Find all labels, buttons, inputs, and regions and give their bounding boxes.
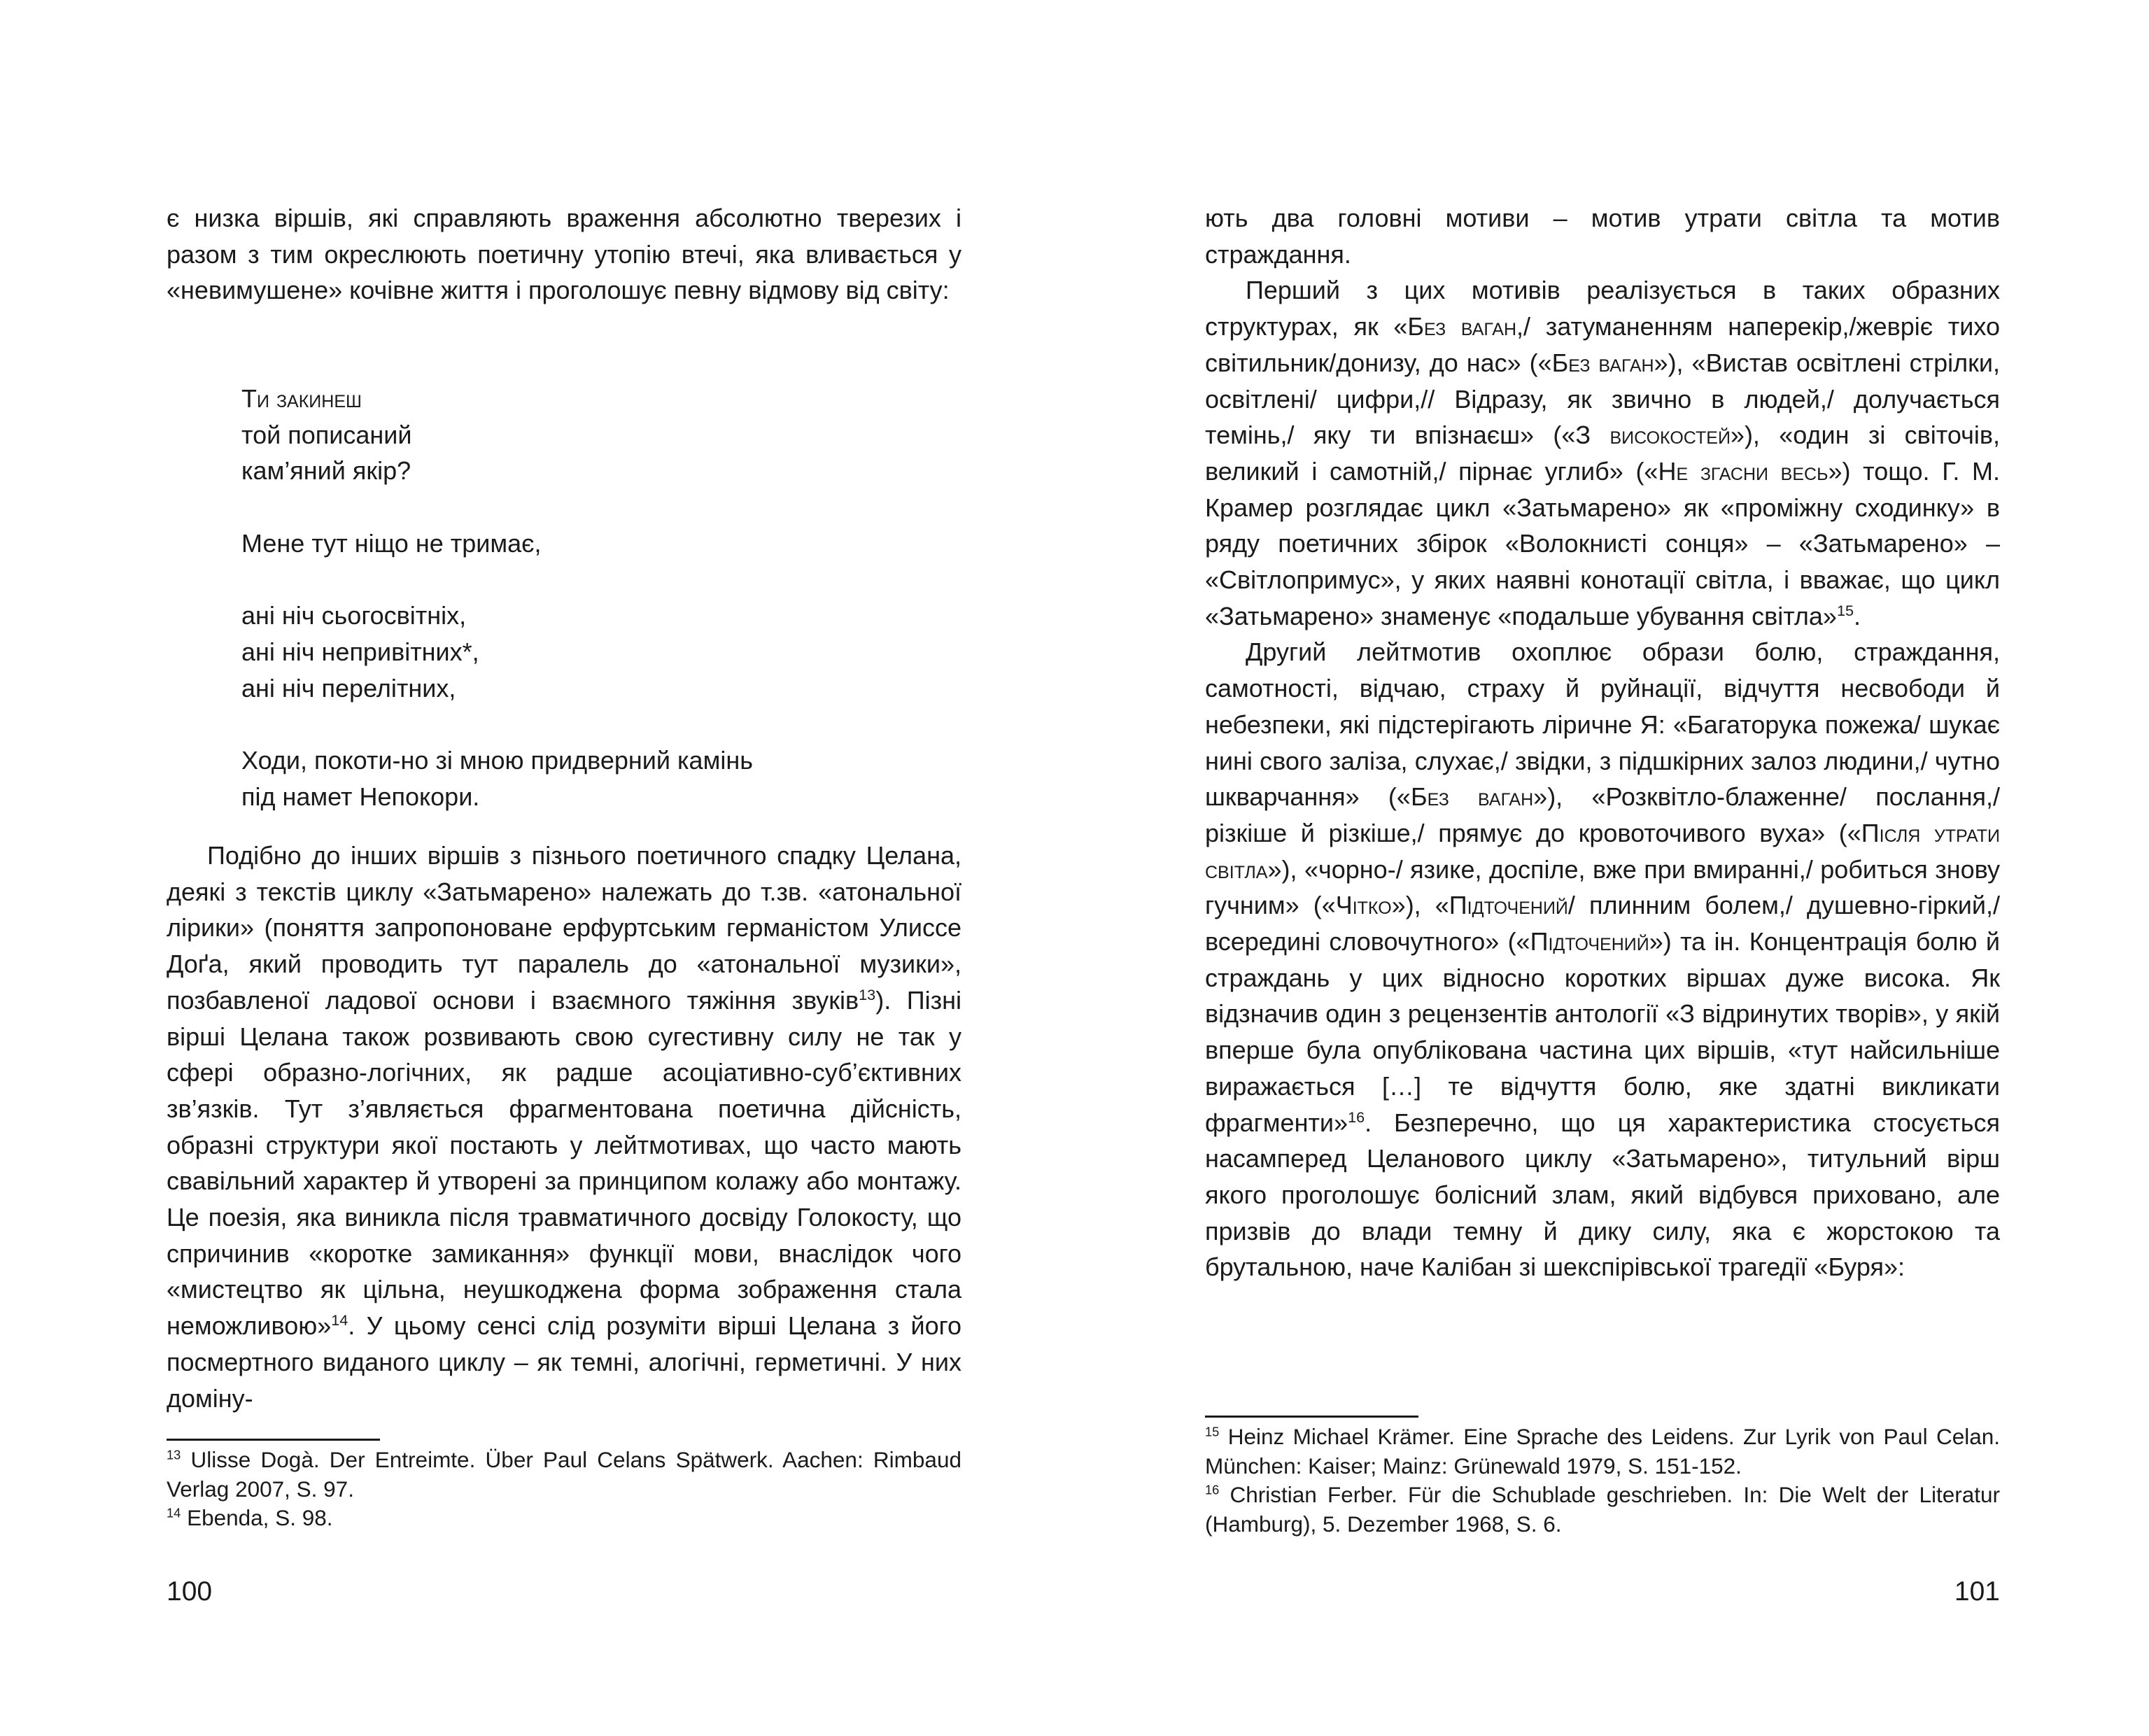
poem-stanza-2 — [241, 525, 941, 562]
page-number: 101 — [1954, 1576, 2000, 1607]
footnote-ref[interactable]: 15 — [1836, 601, 1854, 619]
footnote-divider — [1205, 1416, 1418, 1418]
footnote: $^{16}$ Christian Ferber. Für die Schublade geschrieben. In: Die Welt der Literatur (Hamburg), 5. Dezember 1968, S. 6. — [1205, 1482, 2000, 1537]
poem-line: кам’яний якір? — [241, 456, 411, 486]
paragraph: ють два головні мотиви – мотив утрати світла та мотив страждання. — [1205, 204, 2000, 269]
poem-stanza-4 — [241, 742, 941, 814]
left-intro-paragraph — [167, 200, 961, 309]
poem-line: ані ніч перелітних, — [241, 673, 456, 703]
left-footnotes — [167, 1446, 961, 1533]
left-page — [167, 0, 961, 1736]
poem-block — [241, 381, 941, 851]
poem-line: Ходи, покоти-но зі мною придверний камінь — [241, 745, 753, 775]
poem-stanza-1 — [241, 381, 941, 489]
paragraph: Подібно до інших віршів з пізнього поетичного спадку Целана, деякі з текстів циклу «Затьмарено» належать до т.зв. «атональної лірики» (поняття запропоноване ерфуртським германістом Улиссе Доґа, який проводить тут паралель до «атональної музики», позбавленої ладової основи і взаємного тяжіння звуків$^{13}$). Пізні вірші Целана також розвивають свою сугестивну силу не так у сфері образно-логічних, як радше асоціативно-суб’єктивних зв’язків. Тут з’являється фрагментована поетична дійсність, образні структури якої постають у лейтмотивах, що часто мають свавільний характер й утворені за принципом колажу або монтажу. Це поезія, яка виникла після травматичного досвіду Голокосту, що спричинив «коротке замикання» функції мови, внаслідок чого «мистецтво як цільна, неушкоджена форма зображення стала неможливою»$^{14}$. У цьому сенсі слід розуміти вірші Целана з його посмертного виданого циклу – як темні, алогічні, герметичні. У них доміну- — [167, 841, 961, 1413]
poem-line: Ти закинеш — [241, 384, 362, 413]
poem-line: той пописаний — [241, 420, 412, 449]
poem-line: ані ніч сьогосвітніх, — [241, 601, 467, 630]
poem-line: під намет Непокори. — [241, 782, 480, 811]
right-footnotes — [1205, 1423, 2000, 1539]
paragraph: Перший з цих мотивів реалізується в таких образних структурах, як «Без ваган,/ затуманенням наперекір,/жевріє тихо світильник/донизу, до нас» («Без ваган»), «Вистав освітлені стрілки, освітлені/ цифри,// Відразу, як звично в людей,/ долучається темінь,/ яку ти впізнаєш» («З високостей»), «один зі світочів, великий і самотній,/ пірнає углиб» («Не згасни весь») тощо. Г. М. Крамер розглядає цикл «Затьмарено» як «проміжну сходинку» в ряду поетичних збірок «Волокнисті сонця» – «Затьмарено» – «Світлопримус», у яких наявні конотації світла, і вважає, що цикл «Затьмарено» знаменує «подальше убування світла»$^{15}$. — [1205, 276, 2001, 630]
right-page — [1205, 0, 2000, 1736]
footnote-ref[interactable]: 14 — [331, 1311, 348, 1329]
footnote-divider — [167, 1439, 380, 1441]
footnote-ref[interactable]: 13 — [859, 985, 876, 1003]
footnote: $^{15}$ Heinz Michael Krämer. Eine Sprache des Leidens. Zur Lyrik von Paul Celan. München: Kaiser; Mainz: Grünewald 1979, S. 151-152. — [1205, 1424, 2000, 1479]
footnote: $^{13}$ Ulisse Dogà. Der Entreimte. Über Paul Celans Spätwerk. Aachen: Rimbaud Verlag 2007, S. 97. — [167, 1447, 961, 1502]
page-number: 100 — [167, 1576, 213, 1607]
poem-line: Мене тут ніщо не тримає, — [241, 528, 542, 558]
right-body — [1205, 200, 2000, 1285]
footnote: $^{14}$ Ebenda, S. 98. — [167, 1505, 333, 1531]
poem-line: ані ніч непривітних*, — [241, 637, 479, 666]
paragraph: Другий лейтмотив охоплює образи болю, страждання, самотності, відчаю, страху й руйнації, відчуття несвободи й небезпеки, які підстерігають ліричне Я: «Багаторука пожежа/ шукає нині свого заліза, слухає,/ звідки, з підшкірних залоз людини,/ чутно шкварчання» («Без ваган»), «Розквітло-блаженне/ послання,/ різкіше й різкіше,/ прямує до кровоточивого вуха» («Після утрати світла»), «чорно-/ язике, доспіле, вже при вмиранні,/ робиться знову гучним» («Чітко»), «Підточений/ плинним болем,/ душевно-гіркий,/ всередині словочутного» («Підточений») та ін. Концентрація болю й страждань у цих відносно коротких віршах дуже висока. Як відзначив один з рецензентів антології «З відринутих творів», у якій вперше була опублікована частина цих віршів, «тут найсильніше виражається […] те відчуття болю, яке здатні викликати фрагменти»$^{16}$. Безперечно, що ця характеристика стосується насамперед Целанового циклу «Затьмарено», титульний вірш якого проголошує болісний злам, який відбувся приховано, але призвів до влади темну й дику силу, яка є жорстокою та брутальною, наче Калібан зі шекспірівської трагедії «Буря»: — [1205, 637, 2001, 1282]
left-paragraph-2 — [167, 838, 961, 1416]
poem-stanza-3 — [241, 598, 941, 706]
footnote-ref[interactable]: 16 — [1348, 1108, 1365, 1126]
intro-text: є низка віршів, які справляють враження абсолютно тверезих і разом з тим окреслюють поетичну утопію втечі, яка вливається у «невимушене» кочівне життя і проголошує певну відмову від світу: — [167, 204, 961, 305]
